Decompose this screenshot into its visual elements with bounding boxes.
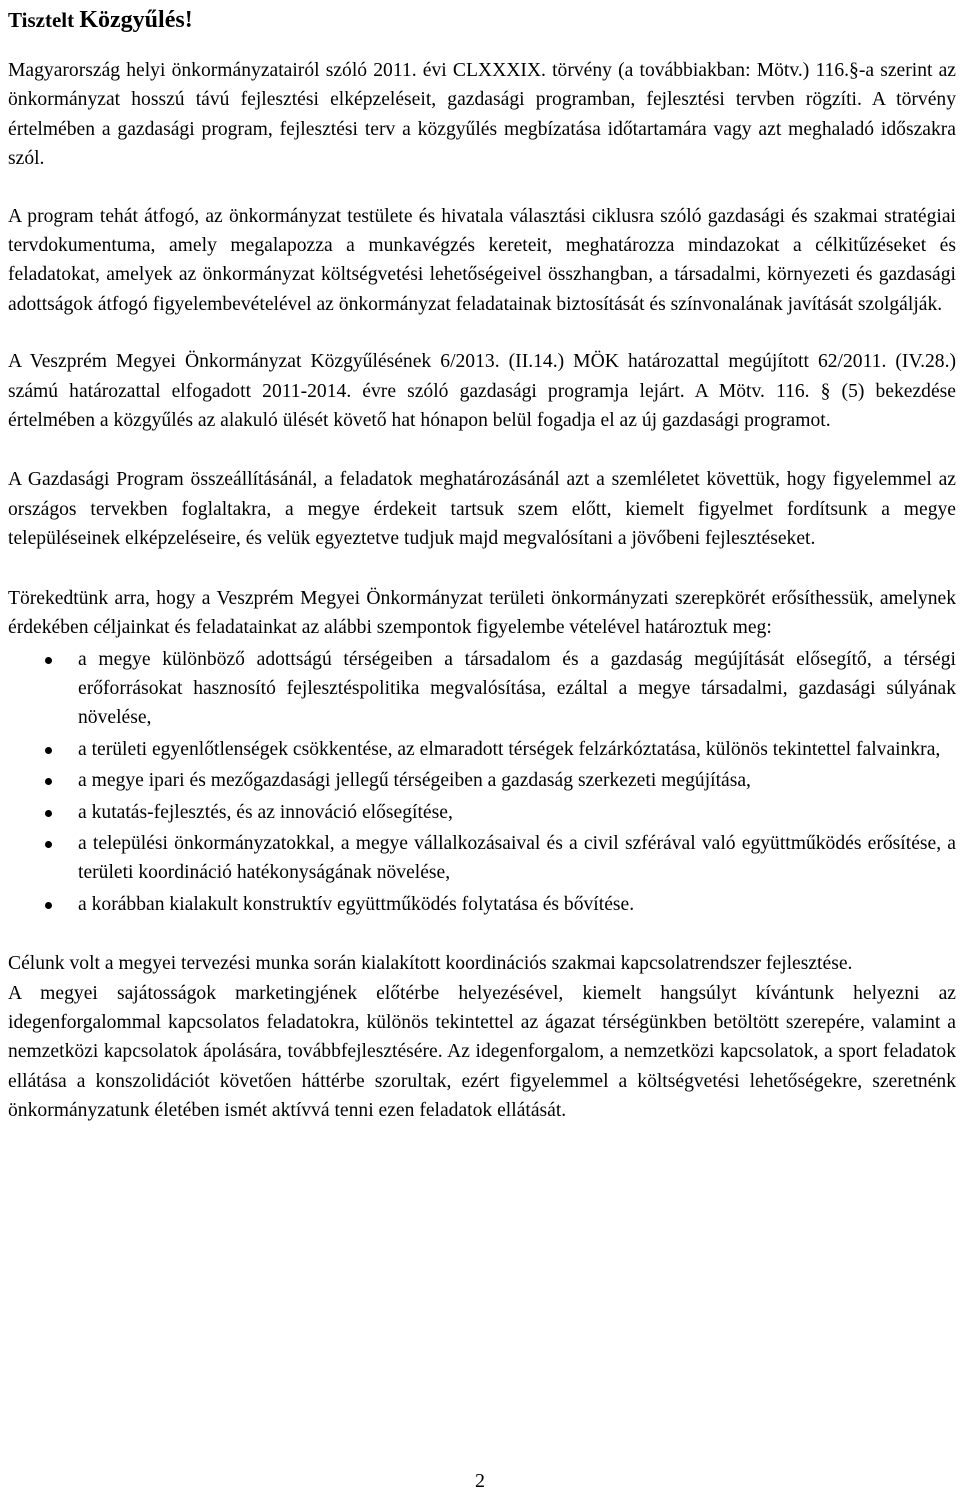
bullet-icon: [45, 657, 52, 664]
salutation-heading: [8, 4, 956, 36]
paragraph-aims-intro: Törekedtünk arra, hogy a Veszprém Megyei Önkormányzat területi önkormányzati szerepkörét erősíthessük, amelynek érdekében céljainkat és feladatainkat az alábbi szempontok figyelembe vételével határoztuk meg:: [8, 587, 956, 639]
paragraph-coordination-goal: Célunk volt a megyei tervezési munka során kialakított koordinációs szakmai kapcsolatrendszer fejlesztése.: [8, 953, 853, 975]
paragraph-previous-program: A Veszprém Megyei Önkormányzat Közgyűlésének 6/2013. (II.14.) MÖK határozattal megújított 62/2011. (IV.28.) számú határozattal elfogadott 2011-2014. évre szóló gazdasági programja lejárt. A Mötv. 116. § (5) bekezdése értelmében a közgyűlés az alakuló ülését követő hat hónapon belül fogadja el az új gazdasági programot.: [8, 351, 956, 432]
list-item-text: a korábban kialakult konstruktív együttműködés folytatása és bővítése.: [78, 893, 635, 915]
list-item-text: a kutatás-fejlesztés, és az innováció elősegítése,: [78, 801, 453, 823]
list-item: [8, 798, 956, 827]
page-number: 2: [475, 1470, 485, 1492]
bullet-icon: [45, 778, 52, 785]
list-item: [8, 645, 956, 733]
list-item: [8, 829, 956, 888]
paragraph-marketing-tourism: A megyei sajátosságok marketingjének előtérbe helyezésével, kiemelt hangsúlyt kívántunk helyezni az idegenforgalommal kapcsolatos feladatokra, különös tekintettel az ágazat térségünkben betöltött szerepére, valamint a nemzetközi kapcsolatok ápolására, továbbfejlesztésére. Az idegenforgalom, a nemzetközi kapcsolatok, a sport feladatok ellátása a konszolidációt követően háttérbe szorultak, ezért figyelemmel a költségvetési lehetőségekre, szeretnénk önkormányzatunk életében ismét aktívvá tenni ezen feladatok ellátását.: [8, 982, 956, 1122]
bullet-icon: [45, 841, 52, 848]
salutation-prefix: Tisztelt: [8, 8, 80, 32]
list-item-text: a területi egyenlőtlenségek csökkentése, az elmaradott térségek felzárkóztatása, különös tekintettel falvainkra,: [78, 738, 941, 760]
salutation-main: Közgyűlés!: [79, 7, 193, 33]
list-item-text: a megye különböző adottságú térségeiben a társadalom és a gazdaság megújítását elősegítő, a térségi erőforrásokat hasznosító fejlesztéspolitika megvalósítása, ezáltal a megye társadalmi, gazdasági súlyának növelése,: [78, 648, 956, 729]
bullet-icon: [45, 902, 52, 909]
list-item: [8, 735, 956, 764]
bullet-icon: [45, 810, 52, 817]
list-item: [8, 890, 956, 919]
list-item-text: a megye ipari és mezőgazdasági jellegű térségeiben a gazdaság szerkezeti megújítása,: [78, 770, 751, 792]
paragraph-legal-basis: Magyarország helyi önkormányzatairól szóló 2011. évi CLXXXIX. törvény (a továbbiakban: Mötv.) 116.§-a szerint az önkormányzat hosszú távú fejlesztési elképzeléseit, gazdasági programban, fejlesztési tervben rögzíti. A törvény értelmében a gazdasági program, fejlesztési terv a közgyűlés megbízatása időtartamára vagy azt meghaladó időszakra szól.: [8, 60, 956, 170]
list-item: [8, 766, 956, 795]
document-page: [8, 0, 956, 1126]
paragraph-approach: A Gazdasági Program összeállításánál, a feladatok meghatározásánál azt a szemléletet követtük, hogy figyelemmel az országos tervekben foglaltakra, a megye érdekeit tartsuk szem előtt, kiemelt figyelmet fordítsunk a megye településeinek elképzeléseire, és velük egyeztetve tudjuk majd megvalósítani a jövőbeni fejlesztéseket.: [8, 469, 956, 550]
paragraph-program-definition: A program tehát átfogó, az önkormányzat testülete és hivatala választási ciklusra szóló gazdasági és szakmai stratégiai tervdokumentuma, amely megalapozza a munkavégzés kereteit, meghatározza mindazokat a célkitűzéseket és feladatokat, amelyek az önkormányzat költségvetési lehetőségeivel összhangban, a társadalmi, környezeti és gazdasági adottságok átfogó figyelembevételével az önkormányzat feladatainak biztosítását és színvonalának javítását szolgálják.: [8, 205, 956, 315]
list-item-text: a települési önkormányzatokkal, a megye vállalkozásaival és a civil szférával való együttműködés erősítése, a területi koordináció hatékonyságának növelése,: [78, 832, 956, 884]
bullet-icon: [45, 747, 52, 754]
aims-bullet-list: [8, 645, 956, 920]
